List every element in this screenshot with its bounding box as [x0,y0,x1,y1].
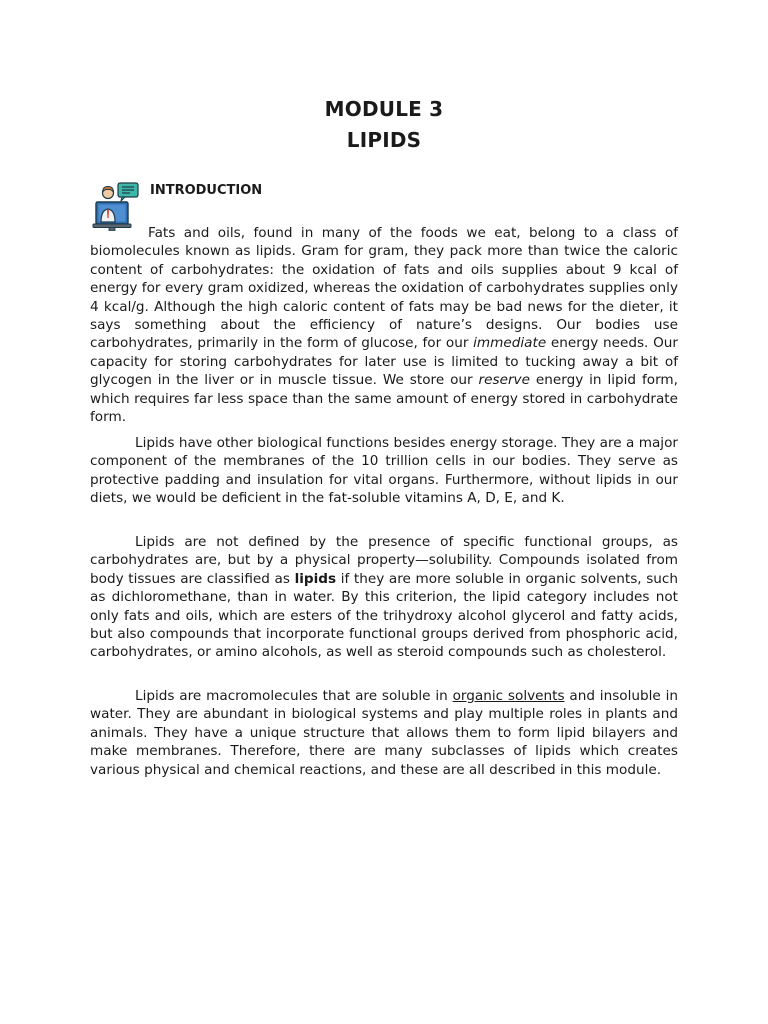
text-segment: if they are more soluble in organic solvents, such as dichloromethane, than in water. By this criterion, the lipid category includes not only fats and oils, which are esters of the trihydroxy alcohol glycerol and fatty acids, but also compounds that incorporate functional groups derived from phosphoric acid, carbohydrates, or amino alcohols, as well as steroid compounds such as cholesterol. [90,570,679,661]
emphasis-text: immediate [473,335,547,352]
text-segment: Lipids are macromolecules that are soluble in [135,688,453,704]
bold-term: lipids [294,570,337,587]
text-segment: energy needs. Our capacity for storing carbohydrates for later use is limited to tucking away a bit of glycogen in the liver or in muscle tissue. We store our [90,335,678,389]
paragraph-4 [90,687,678,779]
text-segment: and insoluble in water. They are abundant in biological systems and play multiple roles in plants and animals. They have a unique structure that allows them to form lipid bilayers and make membranes. Therefore, there are many subclasses of lipids which creates various physical and chemical reactions, and these are all described in this module. [90,688,678,778]
text-segment: Lipids are not defined by the presence of specific functional groups, as carbohydrates are, but by a physical property—solubility. Compounds isolated from body tissues are classified as [90,534,678,587]
module-title [0,94,768,156]
text-segment: Lipids have other biological functions besides energy storage. They are a major component of the membranes of the 10 trillion cells in our bodies. They serve as protective padding and insulation for vital organs. Furthermore, without lipids in our diets, we would be deficient in the fat-soluble vitamins A, D, E, and K. [90,435,678,507]
section-heading: INTRODUCTION [150,183,263,198]
module-topic: LIPIDS [346,128,422,152]
paragraph-2 [90,434,678,508]
emphasis-text: reserve [478,372,530,389]
underlined-term: organic solvents [452,688,565,704]
paragraph-3 [90,533,678,662]
text-segment: Fats and oils, found in many of the foods we eat, belong to a class of biomolecules known as lipids. Gram for gram, they pack more than twice the caloric content of carbohydrates: the oxidation of fats and oils supplies about 9 kcal of energy for every gram oxidized, whereas the oxidation of carbohydrates supplies only 4 kcal/g. Although the high caloric content of fats may be bad news for the dieter, it says something about the efficiency of nature’s designs. Our bodies use carbohydrates, primarily in the form of glucose, for our [90,225,678,352]
module-number: MODULE 3 [324,97,444,121]
text-segment: energy in lipid form, which requires far less space than the same amount of energy stored in carbohydrate form. [90,372,678,426]
paragraph-1 [90,224,678,426]
